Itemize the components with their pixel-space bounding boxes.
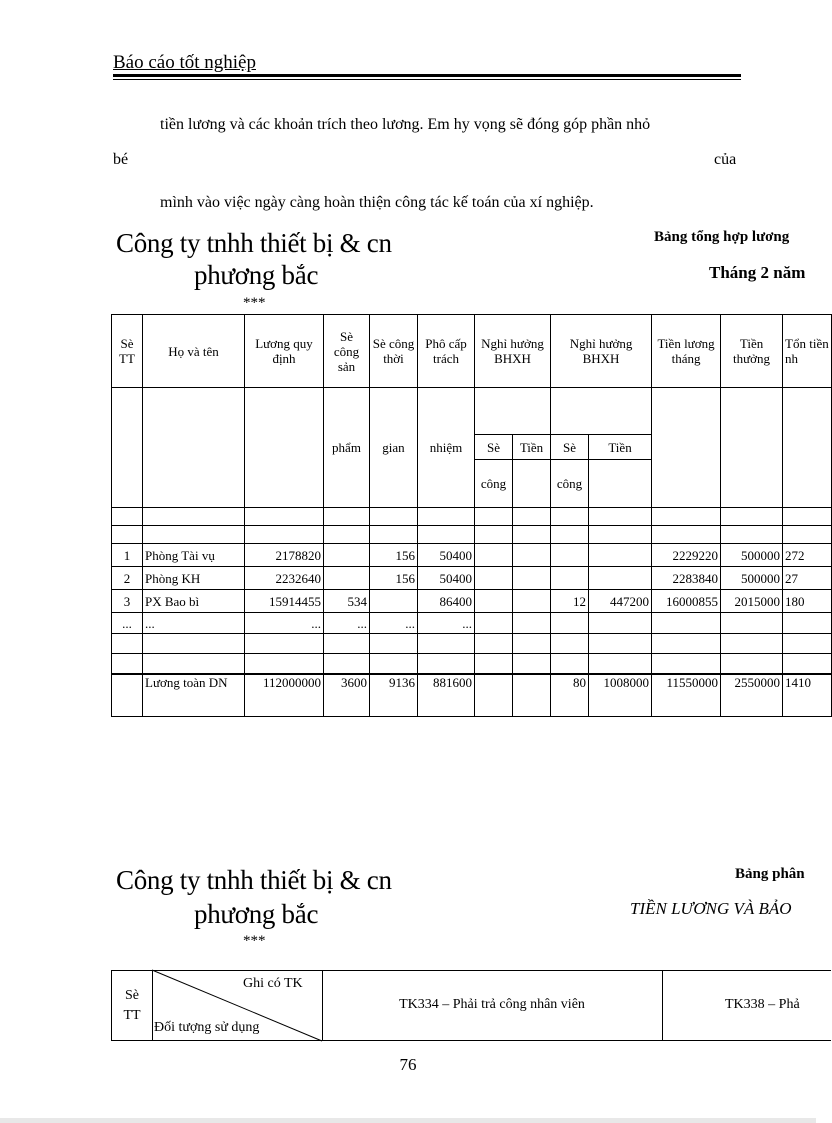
col-name: Họ và tên (143, 315, 245, 388)
sub-cong-1: công (475, 460, 513, 508)
table-row (112, 544, 832, 567)
sub-tien-2: Tiền (589, 435, 652, 460)
company-stars: *** (243, 295, 266, 311)
company-name-line-2: phương bắc (194, 260, 319, 290)
cell-tl: 11550000 (652, 674, 721, 717)
cell-pc: 50400 (418, 567, 475, 590)
cell-ctg: 156 (370, 544, 418, 567)
cell-pc: 86400 (418, 590, 475, 613)
paragraph-line-3: mình vào việc ngày càng hoàn thiện công tác kế toán của xí nghiệp. (160, 194, 594, 211)
sub-tien-1: Tiền (513, 435, 551, 460)
cell-s2 (551, 567, 589, 590)
allocation-table (111, 970, 816, 1041)
col-stt-b: Sè TT (123, 988, 141, 1023)
cell-base: 15914455 (245, 590, 324, 613)
cell-tt: 2550000 (721, 674, 783, 717)
col-cong-sp-cont: phẩm (324, 388, 370, 508)
cell-t2 (589, 544, 652, 567)
cell-s1 (475, 590, 513, 613)
company-name-line-1: Công ty tnhh thiết bị & cn (116, 228, 392, 258)
cell-csp (324, 544, 370, 567)
col-cong-tg-cont: gian (370, 388, 418, 508)
cell-pc: 50400 (418, 544, 475, 567)
header-rule (113, 74, 741, 77)
report-month: Tháng 2 năm (709, 263, 806, 282)
header-title: Báo cáo tốt nghiệp (113, 52, 256, 73)
cell-t2: 1008000 (589, 674, 652, 717)
page-bottom-edge (0, 1118, 816, 1123)
col-tong: Tổn tiền nh (783, 315, 832, 388)
cell-s1 (475, 544, 513, 567)
cell-t1 (513, 674, 551, 717)
cell-stt: 1 (112, 544, 143, 567)
cell-t1 (513, 590, 551, 613)
cell-tg: 27 (783, 567, 832, 590)
table-row (112, 590, 832, 613)
col-bhxh-1: Nghỉ hưởng BHXH (475, 315, 551, 388)
cell-pc: ... (418, 613, 475, 634)
cell-base: 2232640 (245, 567, 324, 590)
report-subtitle-b: TIỀN LƯƠNG VÀ BẢO (630, 899, 792, 918)
cell-t2 (589, 567, 652, 590)
paragraph-line-2-left: bé (113, 151, 129, 168)
salary-summary-table (111, 314, 832, 717)
paragraph-line-2-right: của (714, 151, 737, 168)
cell-s2: 12 (551, 590, 589, 613)
col-tien-luong: Tiền lương tháng (652, 315, 721, 388)
cell-base: ... (245, 613, 324, 634)
report-title: Bảng tổng hợp lương (654, 229, 790, 245)
col-tk334: TK334 – Phải trả công nhân viên (399, 997, 585, 1012)
cell-tg: 180 (783, 590, 832, 613)
cell-ctg (370, 590, 418, 613)
cell-tl: 2283840 (652, 567, 721, 590)
cell-stt: 3 (112, 590, 143, 613)
header-rule-thin (113, 79, 741, 80)
cell-tt: 2015000 (721, 590, 783, 613)
col-bhxh-2: Nghỉ hưởng BHXH (551, 315, 652, 388)
cell-tg: 1410 (783, 674, 832, 717)
cell-s1 (475, 567, 513, 590)
diag-header-bottom: Đối tượng sử dụng (154, 1020, 260, 1035)
cell-stt (112, 674, 143, 717)
cell-tl: 2229220 (652, 544, 721, 567)
cell-pc: 881600 (418, 674, 475, 717)
paragraph-line-1: tiền lương và các khoản trích theo lương. Em hy vọng sẽ đóng góp phần nhỏ (160, 116, 651, 133)
col-phucap: Phô cấp trách (418, 315, 475, 388)
cell-name: PX Bao bì (143, 590, 245, 613)
cell-stt: 2 (112, 567, 143, 590)
company-name-line-1-b: Công ty tnhh thiết bị & cn (116, 865, 392, 895)
col-tien-thuong: Tiền thưởng (721, 315, 783, 388)
sub-so-1: Sè (475, 435, 513, 460)
page-number: 76 (399, 1055, 417, 1074)
report-title-b: Bảng phân (735, 866, 805, 882)
cell-t1 (513, 544, 551, 567)
cell-ctg: ... (370, 613, 418, 634)
col-cong-sp: Sè công sản (324, 315, 370, 388)
cell-name: ... (143, 613, 245, 634)
cell-tt: 500000 (721, 544, 783, 567)
cell-s1 (475, 674, 513, 717)
cell-csp: 534 (324, 590, 370, 613)
col-base: Lương quy định (245, 315, 324, 388)
table-total-row (112, 674, 832, 717)
cell-csp: 3600 (324, 674, 370, 717)
sub-cong-2: công (551, 460, 589, 508)
sub-so-2: Sè (551, 435, 589, 460)
col-tk338: TK338 – Phả (725, 997, 800, 1012)
cell-name: Phòng KH (143, 567, 245, 590)
cell-ctg: 9136 (370, 674, 418, 717)
cell-base: 112000000 (245, 674, 324, 717)
cell-tl: 16000855 (652, 590, 721, 613)
table-row (112, 567, 832, 590)
cell-s2: 80 (551, 674, 589, 717)
cell-ctg: 156 (370, 567, 418, 590)
cell-name: Phòng Tài vụ (143, 544, 245, 567)
cell-csp (324, 567, 370, 590)
table-row (112, 613, 832, 634)
cell-t1 (513, 567, 551, 590)
col-phucap-cont: nhiệm (418, 388, 475, 508)
cell-csp: ... (324, 613, 370, 634)
cell-s2 (551, 544, 589, 567)
cell-t2: 447200 (589, 590, 652, 613)
cell-tg: 272 (783, 544, 832, 567)
company-name-line-2-b: phương bắc (194, 899, 319, 929)
diag-header-top: Ghi có TK (243, 976, 303, 991)
cell-base: 2178820 (245, 544, 324, 567)
cell-stt: ... (112, 613, 143, 634)
cell-tt: 500000 (721, 567, 783, 590)
col-cong-tg: Sè công thời (370, 315, 418, 388)
col-stt: Sè TT (112, 315, 143, 388)
company-stars-b: *** (243, 933, 266, 949)
cell-name: Lương toàn DN (143, 674, 245, 717)
